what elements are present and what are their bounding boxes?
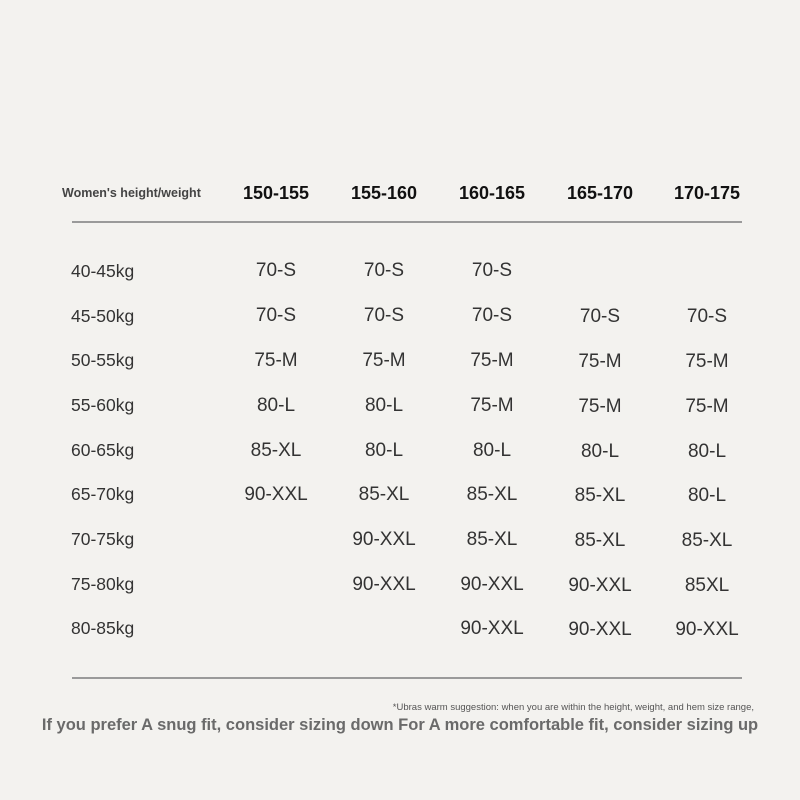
- size-cell: 85XL: [684, 575, 730, 596]
- size-cell: 90-XXL: [460, 574, 524, 595]
- top-divider: [72, 221, 742, 223]
- size-cell: 85-XL: [574, 530, 626, 551]
- size-cell: 75-M: [470, 395, 514, 416]
- size-cell: 70-S: [363, 305, 405, 326]
- size-cell: 70-S: [579, 306, 621, 327]
- size-cell: 80-L: [364, 440, 404, 461]
- size-cell: 80-L: [687, 441, 727, 462]
- size-cell: 75-M: [578, 396, 622, 417]
- size-cell: 85-XL: [466, 484, 518, 505]
- size-cell: 90-XXL: [568, 619, 632, 640]
- size-cell: 75-M: [254, 350, 298, 371]
- size-cell: 80-L: [256, 395, 296, 416]
- size-cell: 70-S: [255, 260, 297, 281]
- size-cell: 70-S: [686, 306, 728, 327]
- size-cell: 90-XXL: [460, 618, 524, 639]
- size-cell: 75-M: [362, 350, 406, 371]
- weight-row-label: 55-60kg: [71, 395, 135, 415]
- size-cell: 90-XXL: [244, 484, 308, 505]
- size-cell: 90-XXL: [675, 619, 739, 640]
- weight-row-label: 75-80kg: [71, 574, 135, 594]
- weight-row-label: 60-65kg: [71, 440, 135, 460]
- size-cell: 70-S: [471, 260, 513, 281]
- bottom-divider: [72, 677, 742, 679]
- weight-row-label: 40-45kg: [71, 261, 135, 281]
- height-column-header: 170-175: [673, 183, 741, 203]
- size-cell: 75-M: [685, 351, 729, 372]
- weight-row-label: 80-85kg: [71, 618, 135, 638]
- size-cell: 70-S: [255, 305, 297, 326]
- size-cell: 90-XXL: [568, 575, 632, 596]
- weight-row-label: 65-70kg: [71, 484, 135, 504]
- size-cell: 80-L: [364, 395, 404, 416]
- size-cell: 85-XL: [358, 484, 410, 505]
- suggestion-note: *Ubras warm suggestion: when you are within the height, weight, and hem size range,: [392, 702, 754, 713]
- size-cell: 85-XL: [574, 485, 626, 506]
- size-cell: 80-L: [687, 485, 727, 506]
- corner-label: Women's height/weight: [62, 186, 201, 200]
- size-cell: 75-M: [470, 350, 514, 371]
- size-cell: 90-XXL: [352, 574, 416, 595]
- size-cell: 75-M: [578, 351, 622, 372]
- size-cell: 80-L: [472, 440, 512, 461]
- size-cell: 85-XL: [250, 440, 302, 461]
- size-cell: 85-XL: [466, 529, 518, 550]
- height-column-header: 150-155: [242, 183, 310, 203]
- size-cell: 85-XL: [681, 530, 733, 551]
- height-column-header: 155-160: [350, 183, 418, 203]
- sizing-advice: If you prefer A snug fit, consider sizing down For A more comfortable fit, consider sizing up: [41, 716, 759, 734]
- size-cell: 70-S: [363, 260, 405, 281]
- size-cell: 75-M: [685, 396, 729, 417]
- height-column-header: 165-170: [566, 183, 634, 203]
- size-cell: 80-L: [580, 441, 620, 462]
- weight-row-label: 70-75kg: [71, 529, 135, 549]
- size-cell: 90-XXL: [352, 529, 416, 550]
- height-column-header: 160-165: [458, 183, 526, 203]
- weight-row-label: 45-50kg: [71, 306, 135, 326]
- weight-row-label: 50-55kg: [71, 350, 135, 370]
- size-cell: 70-S: [471, 305, 513, 326]
